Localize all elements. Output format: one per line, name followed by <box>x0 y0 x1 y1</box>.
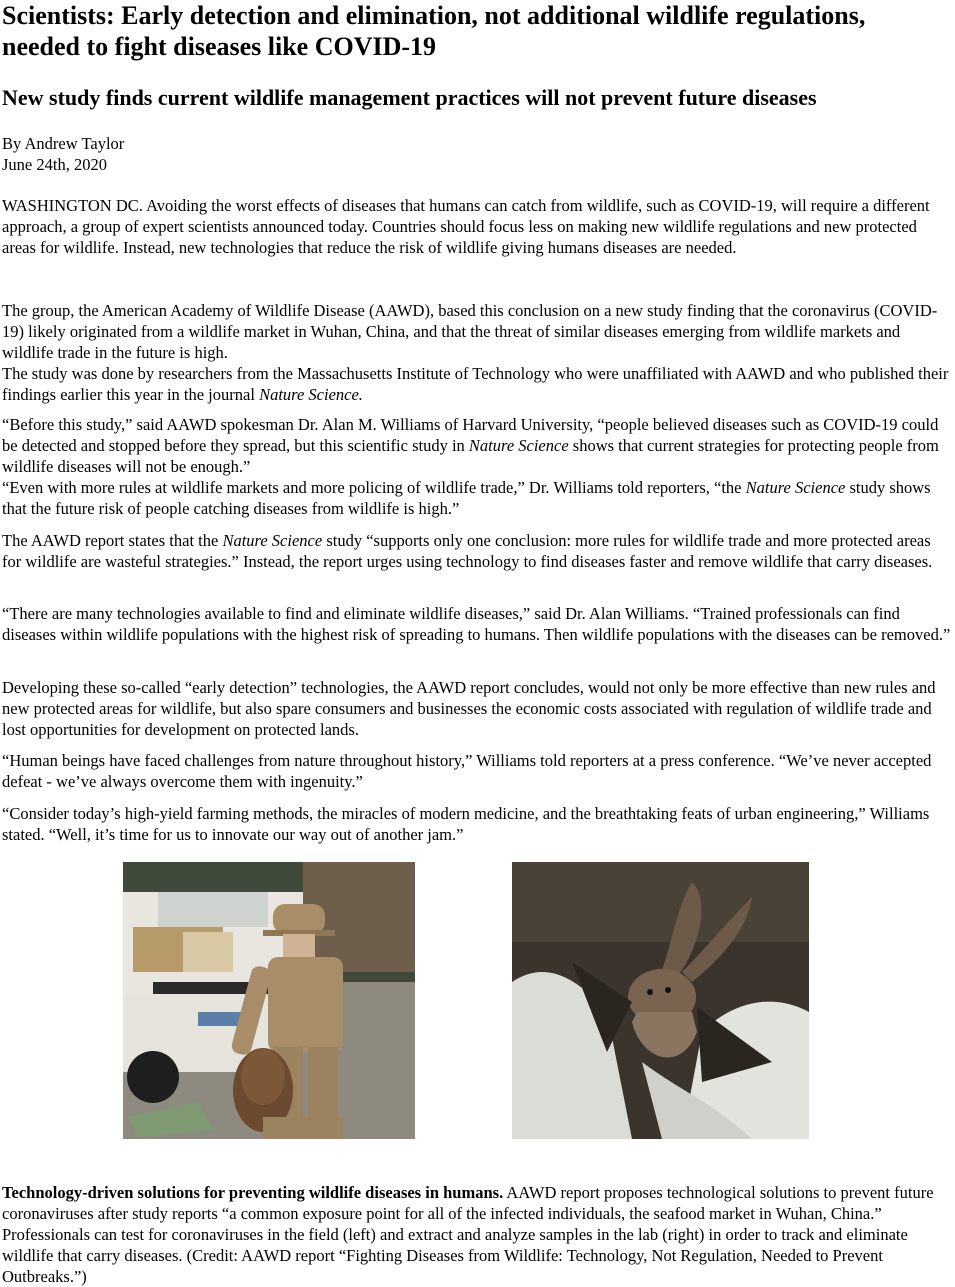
paragraph-4-text-a: “Before this study,” said AAWD spokesman Dr. Alan M. Williams of Harvard University, “people believed diseases such as COVID-19 could be detected and stopped before they spread, but this scientific study in <box>2 415 939 455</box>
paragraph-6 <box>2 530 952 572</box>
paragraph-5-text-b: study shows that the future risk of people catching diseases from wildlife is high.” <box>2 478 931 518</box>
field-officer-photo <box>123 862 415 1139</box>
journal-name: Nature Science. <box>259 385 363 404</box>
caption-text: AAWD report proposes technological solutions to prevent future coronaviruses after study reports “a common exposure point for all of the infected individuals, the seafood market in Wuhan, China.” Professionals can test for coronaviruses in the field (left) and extract and analyze samples in the lab (right) in order to track and eliminate wildlife that carry diseases. (Credit: AAWD report “Fighting Diseases from Wildlife: Technology, Not Regulation, Needed to Prevent Outbreaks.”) <box>2 1183 934 1286</box>
paragraph-2-text: The group, the American Academy of Wildlife Disease (AAWD), based this conclusion on a new study finding that the coronavirus (COVID-19) likely originated from a wildlife market in Wuhan, China, and that the threat of similar diseases emerging from wildlife markets and wildlife trade in the future is high. <box>2 301 938 362</box>
subheadline: New study finds current wildlife management practices will not prevent future diseases <box>2 85 817 110</box>
paragraph-4 <box>2 414 952 519</box>
field-officer-illustration <box>123 862 415 1139</box>
headline: Scientists: Early detection and elimination, not additional wildlife regulations, needed to fight diseases like COVID-19 <box>2 1 866 61</box>
paragraph-10: “Consider today’s high-yield farming methods, the miracles of modern medicine, and the breathtaking feats of urban engineering,” Williams stated. “Well, it’s time for us to innovate our way out of another jam.” <box>2 804 930 844</box>
journal-name: Nature Science <box>745 478 846 497</box>
paragraph-6-text-a: The AAWD report states that the <box>2 531 223 550</box>
bat-illustration <box>512 862 809 1139</box>
paragraph-3-text: The study was done by researchers from the Massachusetts Institute of Technology who were unaffiliated with AAWD and who published their findings earlier this year in the journal <box>2 364 949 404</box>
byline <box>2 133 124 175</box>
paragraph-2 <box>2 300 952 405</box>
paragraph-8: Developing these so-called “early detection” technologies, the AAWD report concludes, would not only be more effective than new rules and new protected areas for wildlife, but also spare consumers and businesses the economic costs associated with regulation of wildlife trade and lost opportunities for development on protected lands. <box>2 678 936 739</box>
journal-name: Nature Science <box>222 531 323 550</box>
caption-title: Technology-driven solutions for preventing wildlife diseases in humans. <box>2 1183 504 1202</box>
journal-name: Nature Science <box>468 436 569 455</box>
author: By Andrew Taylor <box>2 134 125 153</box>
paragraph-6-text-b: study “supports only one conclusion: more rules for wildlife trade and more protected areas for wildlife are wasteful strategies.” Instead, the report urges using technology to find diseases faster and remove wildlife that carry diseases. <box>2 531 933 571</box>
photo-caption <box>2 1182 952 1287</box>
paragraph-5-text-a: “Even with more rules at wildlife markets and more policing of wildlife trade,” Dr. Williams told reporters, “the <box>2 478 746 497</box>
bat-sample-photo <box>512 862 809 1139</box>
paragraph-1: WASHINGTON DC. Avoiding the worst effects of diseases that humans can catch from wildlife, such as COVID-19, will require a different approach, a group of expert scientists announced today. Countries should focus less on making new wildlife regulations and new protected areas for wildlife. Instead, new technologies that reduce the risk of wildlife giving humans diseases are needed. <box>2 196 930 257</box>
date: June 24th, 2020 <box>2 155 107 174</box>
paragraph-7: “There are many technologies available to find and eliminate wildlife diseases,” said Dr. Alan Williams. “Trained professionals can find diseases within wildlife populations with the highest risk of spreading to humans. Then wildlife populations with the diseases can be removed.” <box>2 604 951 644</box>
paragraph-9: “Human beings have faced challenges from nature throughout history,” Williams told reporters at a press conference. “We’ve never accepted defeat - we’ve always overcome them with ingenuity.” <box>2 751 932 791</box>
paragraph-4-text-b: shows that current strategies for protecting people from wildlife diseases will not be enough.” <box>2 436 939 476</box>
